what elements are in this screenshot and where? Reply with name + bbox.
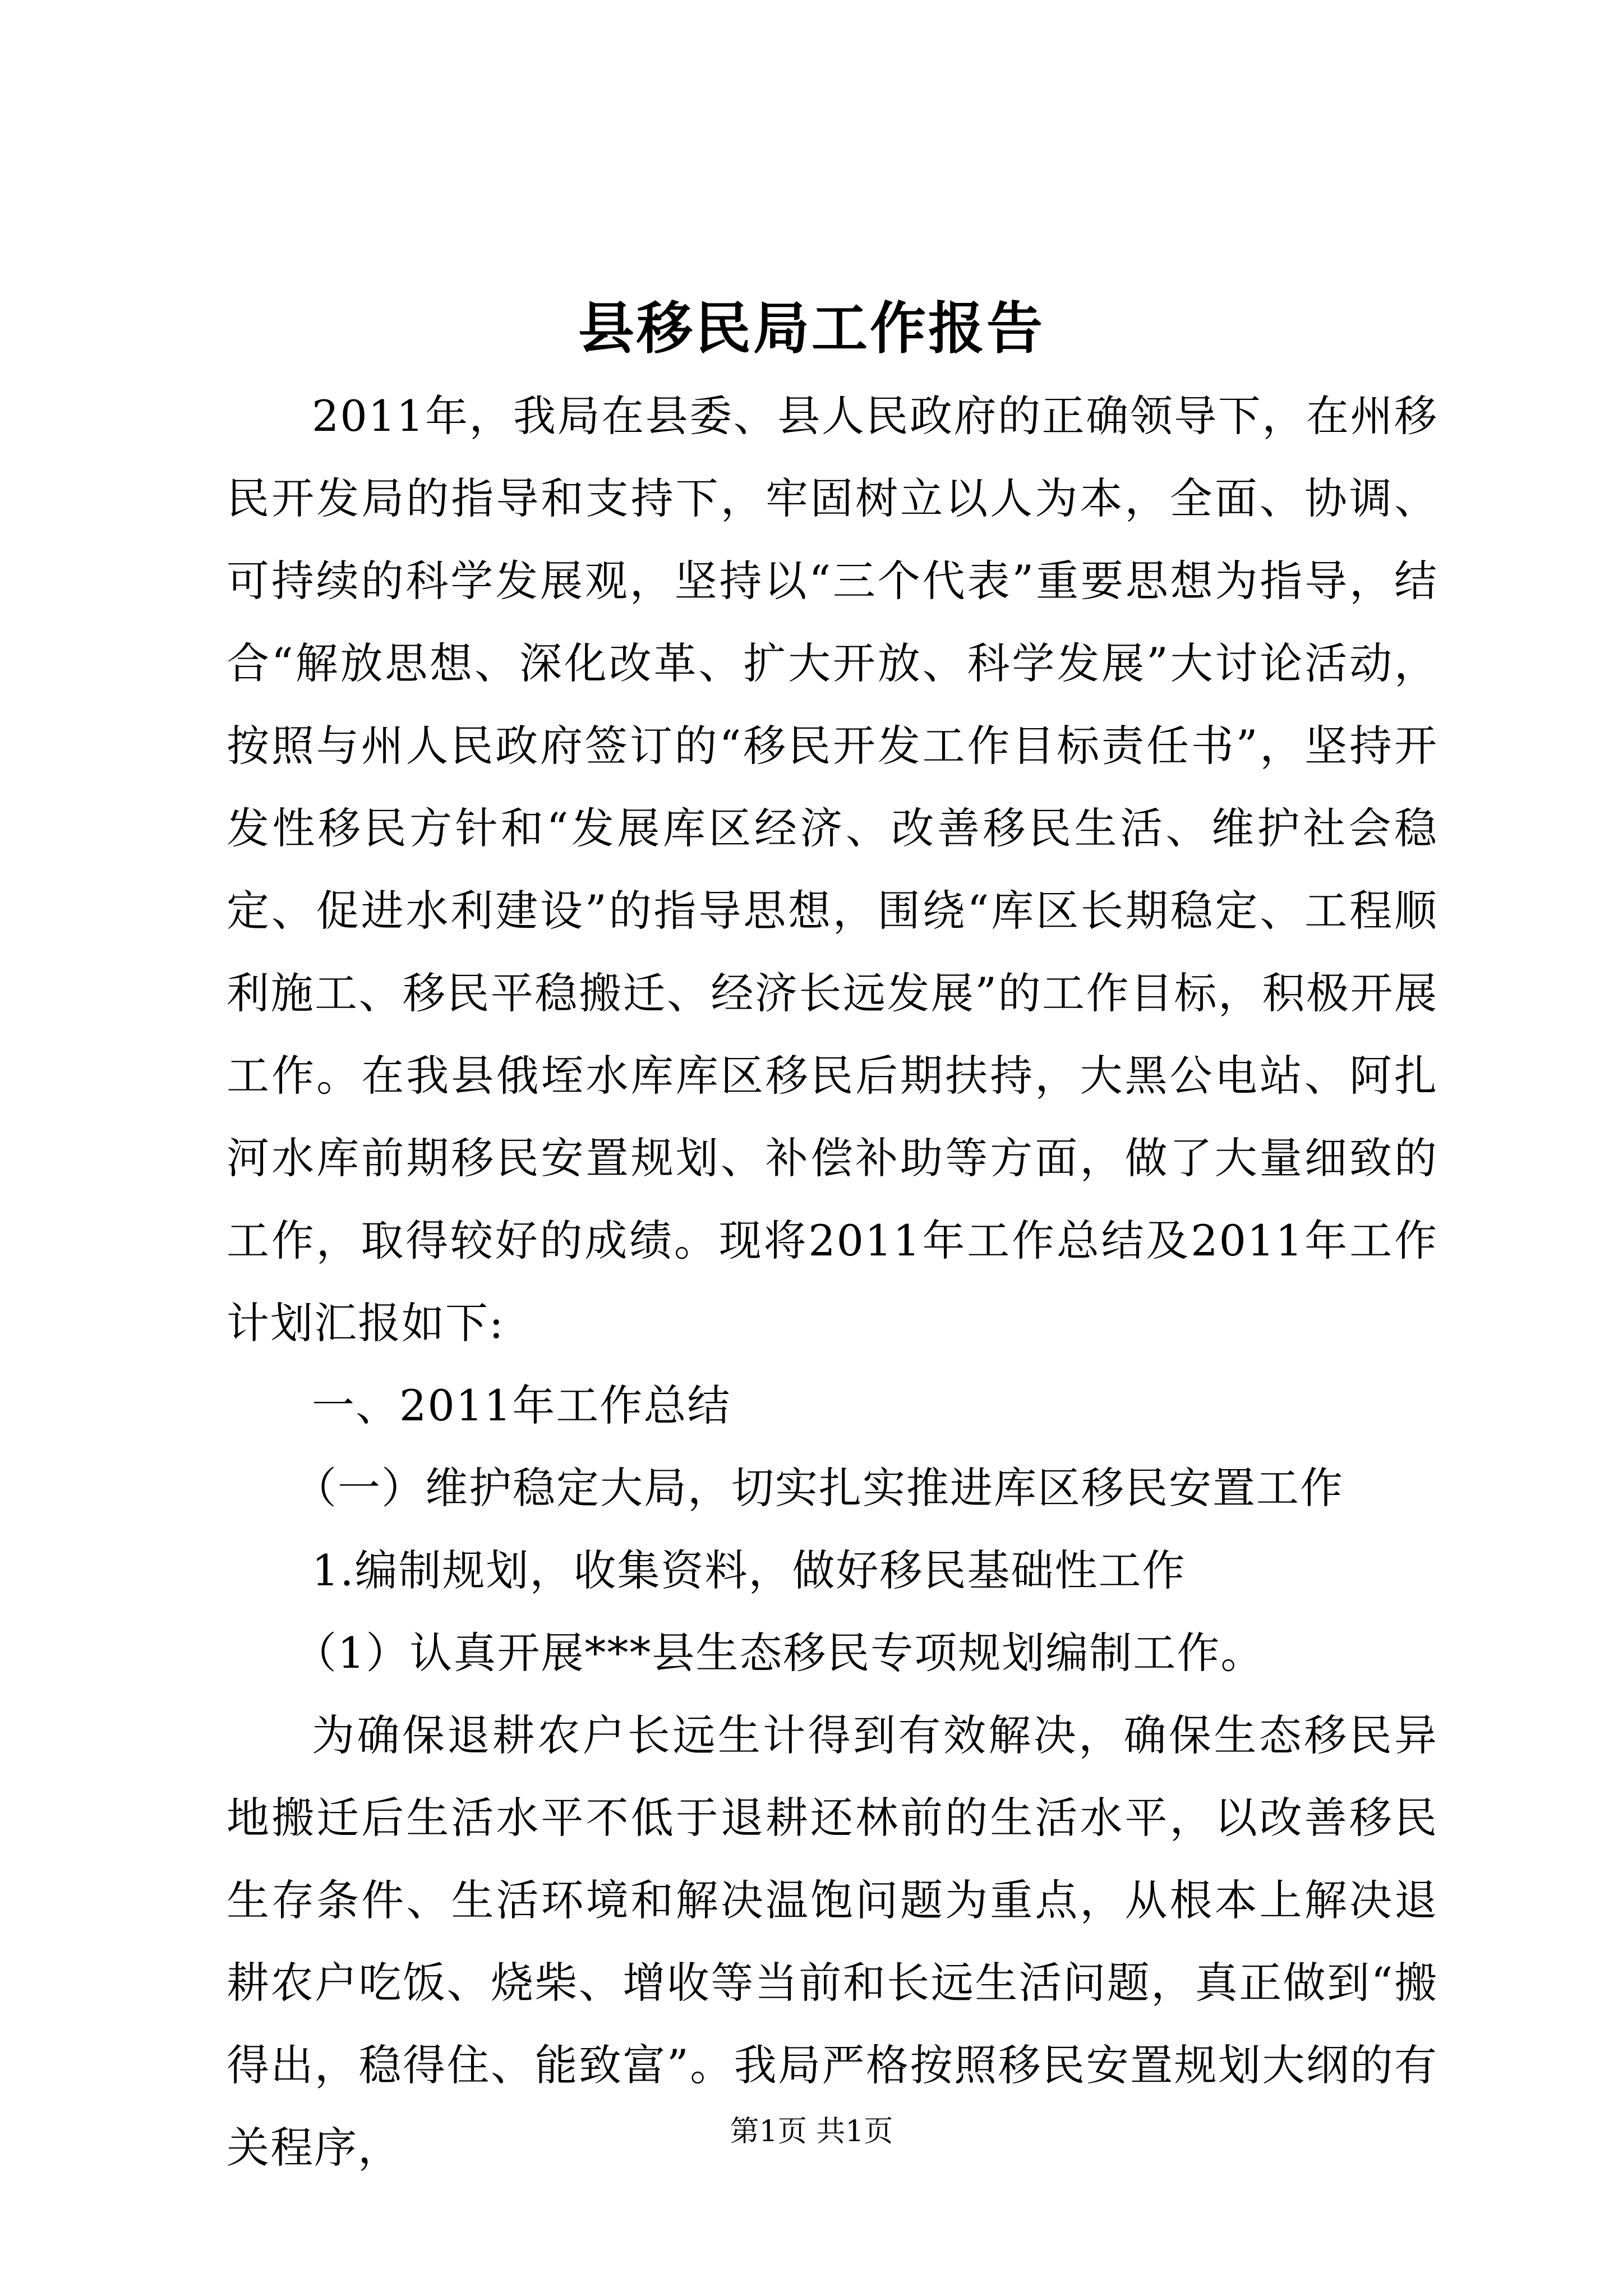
- subsection-heading-stability: （一）维护稳定大局，切实扎实推进库区移民安置工作: [294, 1463, 1344, 1513]
- paragraph-ecological-migration: 为确保退耕农户长远生计得到有效解决，确保生态移民异地搬迁后生活水平不低于退耕还林前的生活水平，以改善移民生存条件、生活环境和解决温饱问题为重点，从根本上解决退耕农户吃饭、烧柴、增收等当前和长远生活问题，真正做到“搬得出，稳得住、能致富”。我局严格按照移民安置规划大纲的有关程序，: [227, 1710, 1438, 2173]
- section-heading-summary: 一、2011年工作总结: [312, 1381, 731, 1430]
- page-number-footer: 第1页 共1页: [730, 2115, 893, 2148]
- item-subheading-ecological-plan: （1）认真开展***县生态移民专项规划编制工作。: [294, 1628, 1265, 1678]
- paragraph-intro: 2011年，我局在县委、县人民政府的正确领导下，在州移民开发局的指导和支持下，牢固树立以人为本，全面、协调、可持续的科学发展观，坚持以“三个代表”重要思想为指导，结合“解放思想、深化改革、扩大开放、科学发展”大讨论活动，按照与州人民政府签订的“移民开发工作目标责任书”，坚持开发性移民方针和“发展库区经济、改善移民生活、维护社会稳定、促进水利建设”的指导思想，围绕“库区长期稳定、工程顺利施工、移民平稳搬迁、经济长远发展”的工作目标，积极开展工作。在我县俄垤水库库区移民后期扶持，大黑公电站、阿扎河水库前期移民安置规划、补偿补助等方面，做了大量细致的工作，取得较好的成绩。现将2011年工作总结及2011年工作计划汇报如下:: [227, 391, 1438, 1348]
- item-heading-planning: 1.编制规划，收集资料，做好移民基础性工作: [312, 1545, 1186, 1595]
- document-body: [227, 375, 1438, 2189]
- document-title: 县移民局工作报告: [578, 295, 1045, 361]
